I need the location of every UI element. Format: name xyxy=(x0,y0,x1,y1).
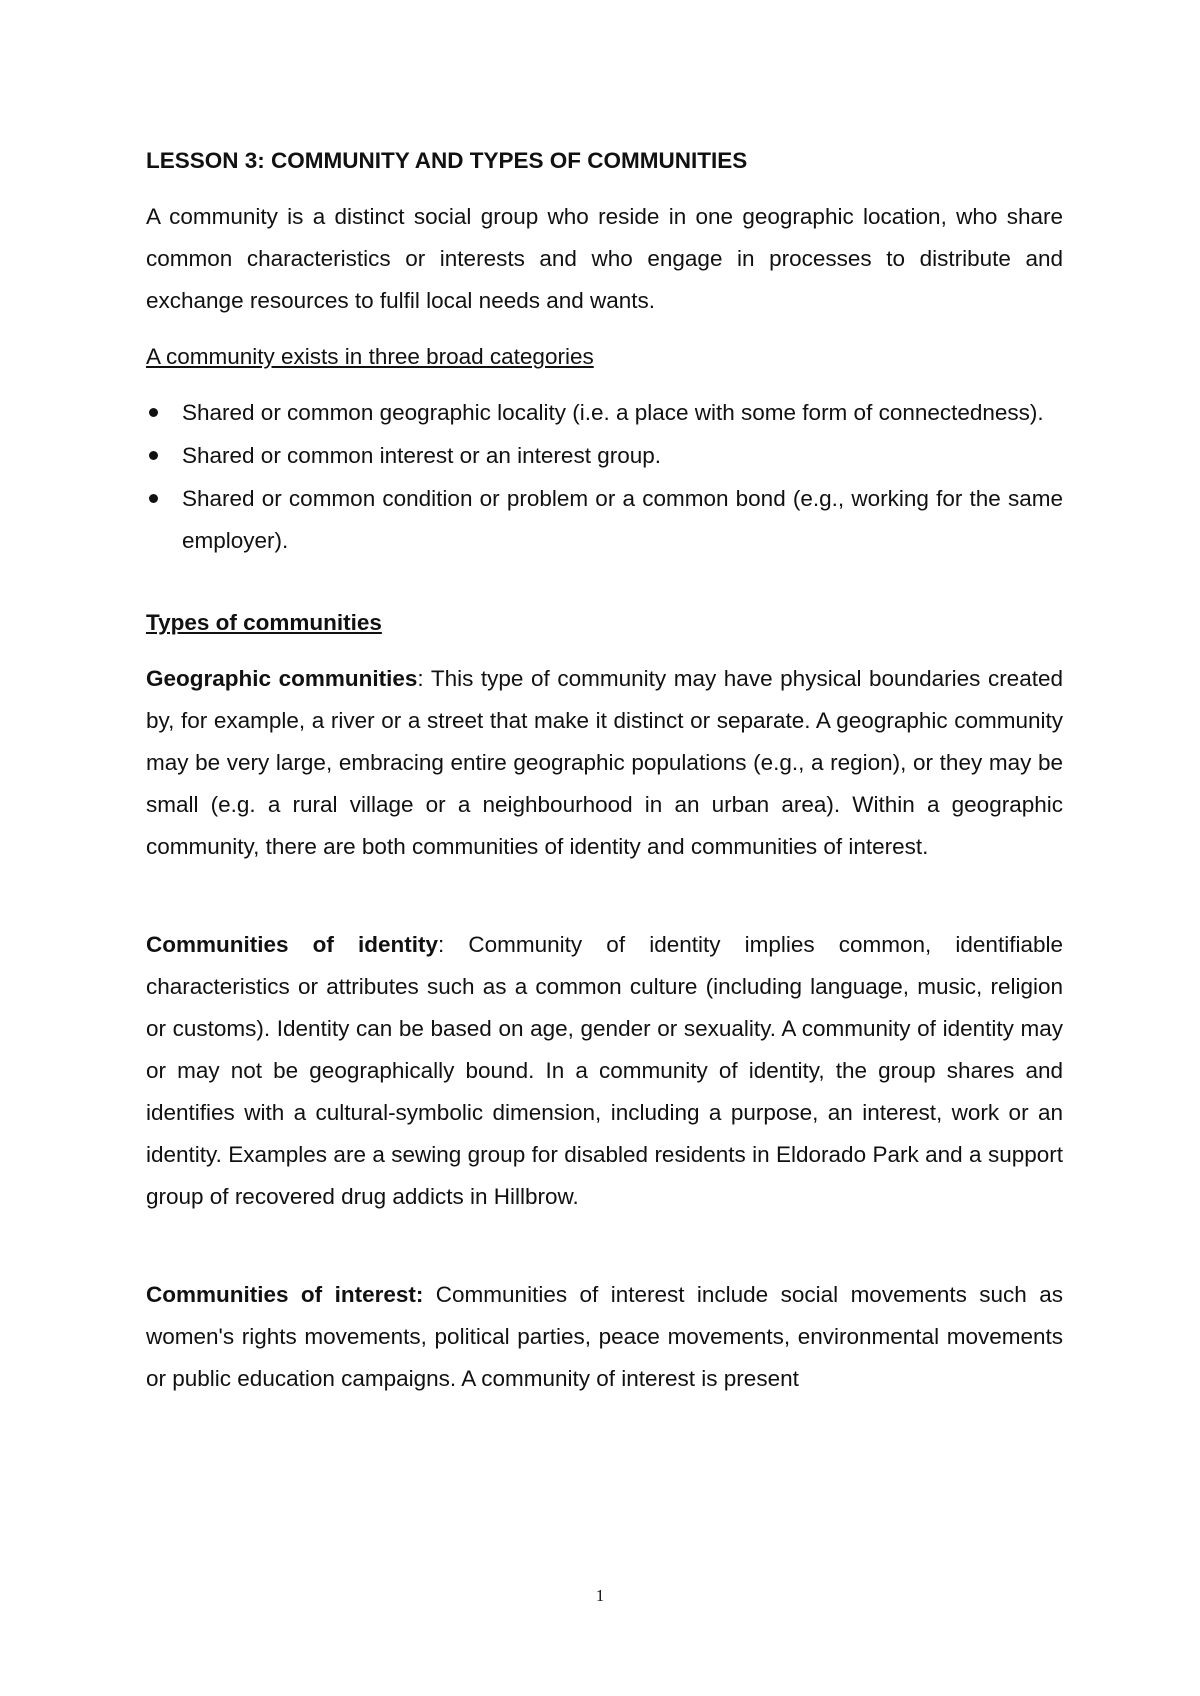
term-communities-of-interest: Communities of interest: xyxy=(146,1282,424,1307)
list-item-text: Shared or common condition or problem or a common bond (e.g., working for the same employer). xyxy=(182,486,1063,553)
geographic-communities-paragraph xyxy=(146,658,1063,868)
intro-paragraph: A community is a distinct social group who reside in one geographic location, who share common characteristics or interests and who engage in processes to distribute and exchange resources to fulfil local needs and wants. xyxy=(146,204,1063,313)
page-number: 1 xyxy=(595,1586,605,1605)
list-item xyxy=(146,392,1063,434)
list-item xyxy=(146,435,1063,477)
list-item xyxy=(146,478,1063,562)
categories-heading: A community exists in three broad categories xyxy=(146,344,594,369)
term-separator: : xyxy=(417,666,424,691)
document-title: LESSON 3: COMMUNITY AND TYPES OF COMMUNITIES xyxy=(146,148,748,173)
definition-text: Community of identity implies common, identifiable characteristics or attributes such as a common culture (including language, music, religion or customs). Identity can be based on age, gender or sexuality. A community of identity may or may not be geographically bound. In a community of identity, the group shares and identifies with a cultural-symbolic dimension, including a purpose, an interest, work or an identity. Examples are a sewing group for disabled residents in Eldorado Park and a support group of recovered drug addicts in Hillbrow. xyxy=(146,932,1063,1209)
bullet-icon xyxy=(149,451,158,460)
list-item-text: Shared or common interest or an interest group. xyxy=(182,443,661,468)
communities-of-identity-paragraph xyxy=(146,924,1063,1218)
term-separator: : xyxy=(438,932,445,957)
communities-of-interest-paragraph xyxy=(146,1274,1063,1400)
definition-text: This type of community may have physical boundaries created by, for example, a river or a street that make it distinct or separate. A geographic community may be very large, embracing entire geographic populations (e.g., a region), or they may be small (e.g. a rural village or a neighbourhood in an urban area). Within a geographic community, there are both communities of identity and communities of interest. xyxy=(146,666,1063,859)
document-page xyxy=(146,140,1063,1414)
term-geographic-communities: Geographic communities xyxy=(146,666,418,691)
types-heading: Types of communities xyxy=(146,610,382,635)
categories-list xyxy=(146,392,1063,562)
list-item-text: Shared or common geographic locality (i.e. a place with some form of connectedness). xyxy=(182,400,1044,425)
definition-text: Communities of interest include social movements such as women's rights movements, political parties, peace movements, environmental movements or public education campaigns. A community of interest is present xyxy=(146,1282,1063,1391)
term-communities-of-identity: Communities of identity xyxy=(146,932,439,957)
bullet-icon xyxy=(149,408,158,417)
bullet-icon xyxy=(149,494,158,503)
